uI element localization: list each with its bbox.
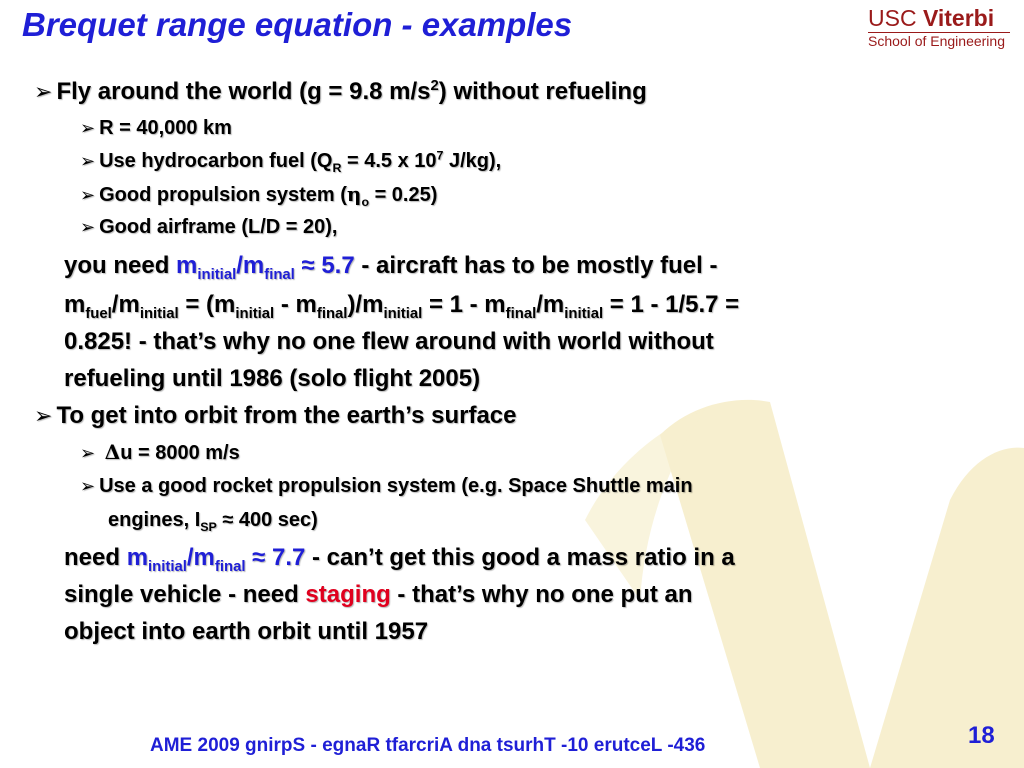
paragraph-1-line-3: 0.825! - that’s why no one flew around with world without xyxy=(64,328,714,355)
sub-bullet-rocket-propulsion: ➢ Use a good rocket propulsion system (e.g. Space Shuttle main xyxy=(80,475,693,497)
sub-bullet-airframe: ➢ Good airframe (L/D = 20), xyxy=(80,216,338,238)
sub-bullet-rocket-propulsion-cont: engines, $I_{SP} \approx 400$ sec) xyxy=(108,509,318,534)
bullet-fly-around-world: ➢ Fly around the world (g = 9.8 $m/s^2$) without refueling xyxy=(34,78,647,105)
paragraph-2-line-2: single vehicle - need staging - that’s why no one put an xyxy=(64,581,693,608)
paragraph-2-line-1: need $m_{initial}/m_{final} \approx 7.7$ - can’t get this good a mass ratio in a xyxy=(64,544,735,575)
arrowhead-bullet-icon: ➢ xyxy=(80,185,96,205)
sub-bullet-delta-u: ➢ Δu = 8000 m/s xyxy=(80,440,240,464)
arrowhead-bullet-icon: ➢ xyxy=(80,118,96,138)
logo-school-text: School of Engineering xyxy=(868,32,1010,50)
arrowhead-bullet-icon: ➢ xyxy=(80,476,96,496)
arrowhead-bullet-icon: ➢ xyxy=(34,403,53,428)
paragraph-1-line-4: refueling until 1986 (solo flight 2005) xyxy=(64,365,481,392)
sub-bullet-propulsion: ➢ Good propulsion system $(\eta_o = 0.25)$ xyxy=(80,182,438,209)
logo-usc-text: USC xyxy=(868,5,917,31)
mass-ratio-highlight: $m_{initial}/m_{final} \approx 5.7$ xyxy=(176,252,355,283)
paragraph-1-line-1: you need $m_{initial}/m_{final} \approx 5.7$ - aircraft has to be mostly fuel - xyxy=(64,252,718,283)
arrowhead-bullet-icon: ➢ xyxy=(80,151,96,171)
arrowhead-bullet-icon: ➢ xyxy=(34,79,53,104)
paragraph-1-line-2: $m_{fuel}/m_{initial} = (m_{initial} - m_{final})/m_{initial} = 1 - m_{final}/m_{initial} = 1 - 1/5.7$ = xyxy=(64,291,740,322)
slide-title: Brequet range equation - examples xyxy=(22,6,573,43)
sub-bullet-fuel: ➢ Use hydrocarbon fuel ($Q_R = 4.5$ x $10^7$ J/kg), xyxy=(80,148,502,175)
mass-ratio-highlight: $m_{initial}/m_{final} \approx 7.7$ xyxy=(126,544,306,575)
staging-highlight: staging xyxy=(305,581,391,608)
arrowhead-bullet-icon: ➢ xyxy=(80,217,96,237)
arrowhead-bullet-icon: ➢ xyxy=(80,443,96,463)
logo-viterbi-text: Viterbi xyxy=(922,5,995,31)
paragraph-2-line-3: object into earth orbit until 1957 xyxy=(64,618,429,645)
slide-footer: AME 2009 gnirpS - egnaR tfarcriA dna tsurhT -10 erutceL -436 xyxy=(150,735,706,756)
page-number: 18 xyxy=(968,722,995,749)
sub-bullet-radius: ➢ R = 40,000 km xyxy=(80,117,232,139)
bullet-get-into-orbit: ➢ To get into orbit from the earth’s surface xyxy=(34,402,517,429)
